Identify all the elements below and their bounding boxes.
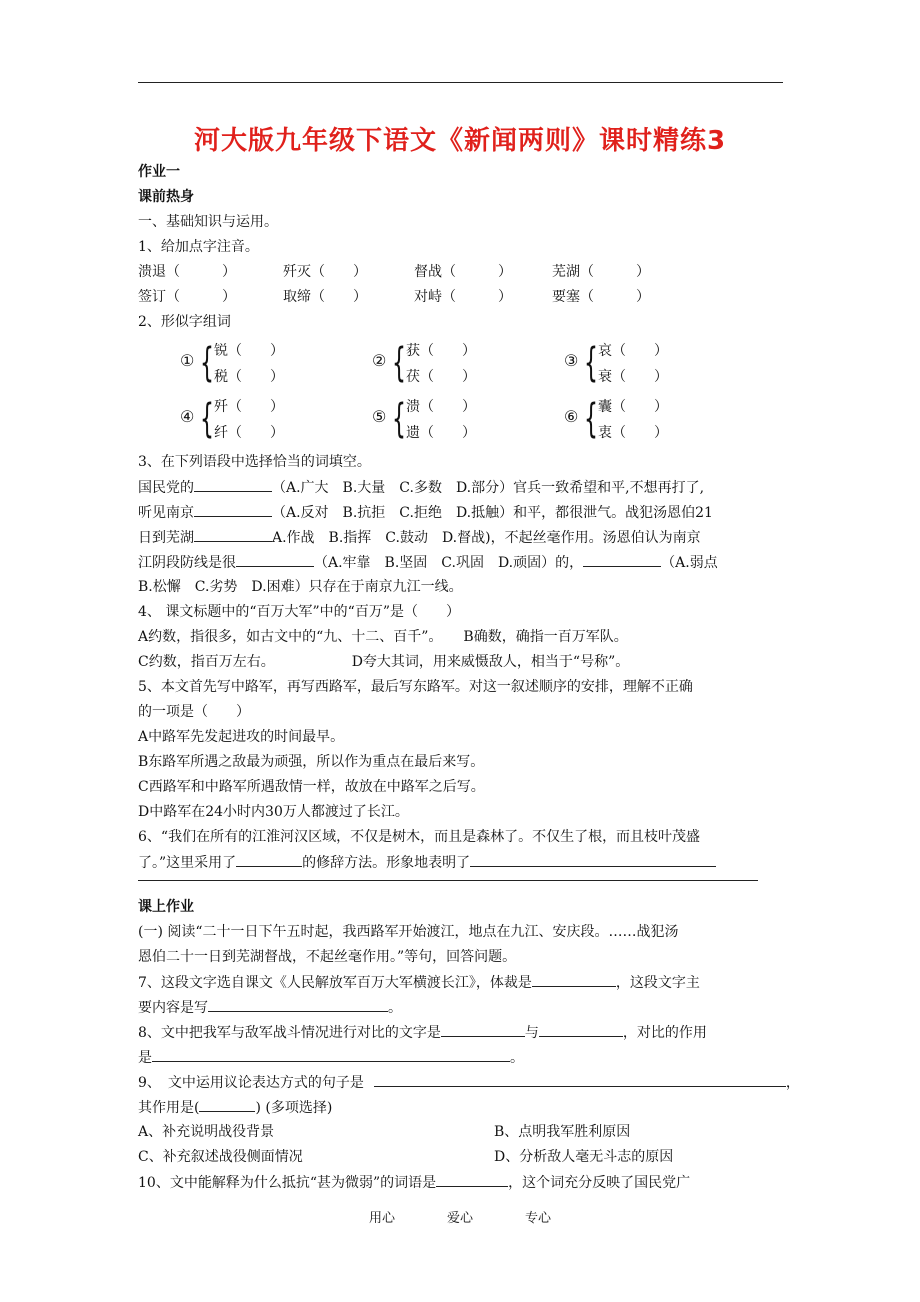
pinyin-item: 取缔（ ）	[283, 289, 367, 305]
option-b: B、点明我军胜利原因	[494, 1124, 631, 1140]
option-line: A约数，指很多，如古文中的“九、十二、百千”。 B确数，确指一百万军队。	[138, 629, 628, 645]
question-3-line	[138, 477, 704, 498]
question-2: 2、形似字组词	[138, 314, 231, 330]
text: 是	[138, 1050, 152, 1066]
text: ，这段文字主	[615, 975, 700, 991]
group-number: ①	[180, 351, 195, 370]
group-number: ⑥	[564, 407, 579, 426]
question-9	[138, 1072, 800, 1093]
text: 其作用是(	[138, 1100, 200, 1116]
pinyin-row	[138, 262, 650, 282]
header-rule	[138, 82, 783, 83]
question-3-line	[138, 552, 718, 573]
reading-prompt: 恩伯二十一日到芜湖督战，不起丝毫作用。”等句，回答问题。	[138, 949, 517, 965]
group-word: 税（ ）	[214, 369, 284, 385]
section-heading: 课上作业	[138, 899, 194, 915]
answer-line[interactable]	[138, 880, 758, 881]
pinyin-item: 芜湖（ ）	[552, 264, 650, 280]
answer-blank[interactable]	[194, 477, 272, 492]
text: （A.反对 B.抗拒 C.拒绝 D.抵触）和平，都很泄气。战犯汤恩伯21	[272, 505, 713, 521]
option-line: C西路军和中路军所遇敌情一样，故放在中路军之后写。	[138, 779, 485, 795]
document-title: 河大版九年级下语文《新闻两则》课时精练3	[193, 126, 727, 156]
pinyin-item: 歼灭（ ）	[283, 264, 367, 280]
brace-icon: {	[392, 340, 406, 386]
question-7-line	[138, 997, 402, 1018]
text: 的修辞方法。形象地表明了	[302, 855, 471, 871]
answer-blank[interactable]	[236, 552, 314, 567]
option-line: D中路军在24小时内30万人都渡过了长江。	[138, 804, 409, 820]
option-d: D、分析敌人毫无斗志的原因	[494, 1149, 674, 1165]
footer-text: 爱心	[446, 1211, 473, 1226]
group-word: 歼（ ）	[214, 399, 284, 415]
option-line: A中路军先发起进攻的时间最早。	[138, 729, 345, 745]
group-word: 遗（ ）	[406, 425, 476, 441]
question-9-line	[138, 1097, 332, 1118]
text: （A.广大 B.大量 C.多数 D.部分）官兵一致希望和平,不想再打了,	[272, 480, 705, 496]
option-c: C、补充叙述战役侧面情况	[138, 1149, 303, 1165]
group-word: 囊（ ）	[598, 399, 668, 415]
brace-icon: {	[584, 396, 598, 442]
option-line	[138, 1122, 630, 1142]
text: 听见南京	[138, 505, 194, 521]
text: 日到芜湖	[138, 530, 194, 546]
pinyin-item: 对峙（ ）	[414, 289, 512, 305]
question-3-line	[138, 502, 713, 523]
text: ，这个词充分反映了国民党广	[508, 1175, 691, 1191]
text: 8、文中把我军与敌军战斗情况进行对比的文字是	[138, 1025, 441, 1041]
text: 与	[524, 1025, 539, 1041]
question-6-line	[138, 852, 716, 873]
footer-text: 用心	[368, 1211, 395, 1226]
answer-blank[interactable]	[583, 552, 661, 567]
pinyin-item: 要塞（ ）	[552, 289, 650, 305]
reading-prompt: (一) 阅读“二十一日下午五时起，我西路军开始渡江，地点在九江、安庆段。……战犯汤	[138, 924, 679, 940]
footer-text: 专心	[525, 1211, 552, 1226]
text: 。	[388, 1000, 402, 1016]
option-line: C约数，指百万左右。 D夸大其词，用来威慑敌人，相当于“号称”。	[138, 654, 630, 670]
answer-blank[interactable]	[539, 1022, 623, 1037]
text: ，	[785, 1075, 800, 1091]
page-footer	[0, 1207, 920, 1226]
option-line	[138, 1147, 673, 1167]
text: 10、文中能解释为什么抵抗“甚为微弱”的词语是	[138, 1175, 437, 1191]
question-5-line: 的一项是（ ）	[138, 704, 250, 720]
text: ，对比的作用	[622, 1025, 707, 1041]
pinyin-item: 溃退（ ）	[138, 264, 236, 280]
group-word: 哀（ ）	[598, 343, 668, 359]
group-number: ②	[372, 351, 387, 370]
group-number: ③	[564, 351, 579, 370]
group-word: 衷（ ）	[598, 425, 668, 441]
question-8-line	[138, 1047, 524, 1068]
brace-icon: {	[392, 396, 406, 442]
brace-icon: {	[200, 340, 214, 386]
answer-blank[interactable]	[152, 1047, 510, 1062]
group-word: 纤（ ）	[214, 425, 284, 441]
pinyin-item: 签订（ ）	[138, 289, 236, 305]
question-3: 3、在下列语段中选择恰当的词填空。	[138, 454, 371, 470]
group-number: ④	[180, 407, 195, 426]
text: 江阴段防线是很	[138, 555, 236, 571]
question-5: 5、本文首先写中路军，再写西路军，最后写东路军。对这一叙述顺序的安排，理解不正确	[138, 679, 693, 695]
group-word: 茯（ ）	[406, 369, 476, 385]
text: 7、这段文字选自课文《人民解放军百万大军横渡长江》，体裁是	[138, 975, 532, 991]
answer-blank[interactable]	[436, 1172, 508, 1187]
answer-blank[interactable]	[199, 1097, 255, 1112]
text: ) (多项选择)	[255, 1100, 333, 1116]
question-3-line	[138, 527, 701, 548]
answer-blank[interactable]	[441, 1022, 525, 1037]
text: 了。”这里采用了	[138, 855, 237, 871]
text: （A.弱点	[661, 555, 718, 571]
question-7	[138, 972, 700, 993]
question-1: 1、给加点字注音。	[138, 239, 259, 255]
answer-blank[interactable]	[194, 502, 272, 517]
option-a: A、补充说明战役背景	[138, 1124, 275, 1140]
text: 要内容是写	[138, 1000, 208, 1016]
group-word: 溃（ ）	[406, 399, 476, 415]
group-word: 锐（ ）	[214, 343, 284, 359]
question-6: 6、“我们在所有的江淮河汉区域，不仅是树木，而且是森林了。不仅生了根，而且枝叶茂盛	[138, 829, 701, 845]
text: A.作战 B.指挥 C.鼓动 D.督战)，不起丝毫作用。汤恩伯认为南京	[272, 530, 701, 546]
answer-blank[interactable]	[194, 527, 272, 542]
text: （A.牢靠 B.坚固 C.巩固 D.顽固）的，	[314, 555, 584, 571]
answer-blank[interactable]	[470, 852, 716, 867]
text: 。	[510, 1050, 524, 1066]
answer-blank[interactable]	[532, 972, 616, 987]
group-word: 获（ ）	[406, 343, 476, 359]
part-heading: 一、基础知识与运用。	[138, 214, 278, 230]
answer-blank[interactable]	[374, 1072, 786, 1087]
question-3-line: B.松懈 C.劣势 D.困难）只存在于南京九江一线。	[138, 579, 463, 595]
question-10	[138, 1172, 690, 1193]
pinyin-item: 督战（ ）	[414, 264, 512, 280]
question-8	[138, 1022, 707, 1043]
text: 9、 文中运用议论表达方式的句子是	[138, 1075, 364, 1091]
pinyin-row	[138, 287, 650, 307]
group-word: 衰（ ）	[598, 369, 668, 385]
option-line: B东路军所遇之敌最为顽强，所以作为重点在最后来写。	[138, 754, 485, 770]
brace-icon: {	[200, 396, 214, 442]
question-4: 4、 课文标题中的“百万大军”中的“百万”是（ ）	[138, 604, 460, 620]
group-number: ⑤	[372, 407, 387, 426]
section-heading: 课前热身	[138, 189, 194, 205]
text: 国民党的	[138, 480, 194, 496]
answer-blank[interactable]	[236, 852, 302, 867]
section-heading: 作业一	[138, 164, 180, 180]
answer-blank[interactable]	[208, 997, 388, 1012]
brace-icon: {	[584, 340, 598, 386]
